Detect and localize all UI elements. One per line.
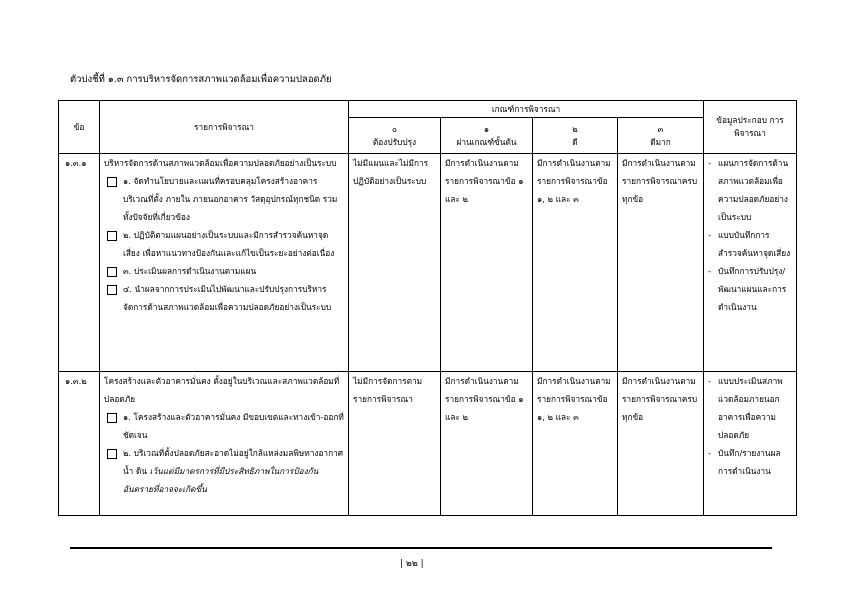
criteria-level-3: มีการดำเนินงานตามรายการพิจารณาครบทุกข้อ bbox=[618, 154, 704, 372]
level-label: ดี bbox=[572, 136, 578, 147]
criteria-level-2: มีการดำเนินงานตามรายการพิจารณาข้อ ๑, ๒ และ ๓ bbox=[533, 154, 618, 372]
checklist-item-text: ๑. จัดทำนโยบายและแผนที่ครอบคลุมโครงสร้างอาคาร บริเวณที่ตั้ง ภายใน ภายนอกอาคาร วัสดุอุปกรณ์ทุกชนิด รวมทั้งปัจจัยที่เกี่ยวข้อง bbox=[123, 176, 338, 222]
checkbox[interactable] bbox=[107, 413, 117, 423]
evidence-text: บันทึกการปรับปรุง/พัฒนาแผนและการดำเนินงาน bbox=[718, 266, 787, 312]
evidence-cell bbox=[704, 154, 797, 372]
checklist-item bbox=[104, 172, 344, 226]
evidence-text: แบบบันทึกการสำรวจค้นหาจุดเสี่ยง bbox=[718, 230, 791, 258]
evidence-item: - แบบประเมินสภาพแวดล้อมภายนอกอาคารเพื่อความปลอดภัย bbox=[708, 372, 792, 444]
checklist-item-text: ๓. ประเมินผลการดำเนินงานตามแผน bbox=[123, 266, 257, 276]
row-number: ๑.๓.๑ bbox=[59, 154, 100, 372]
checklist-item-text: ๔. นำผลจากการประเมินไปพัฒนาและปรับปรุงการบริหารจัดการด้านสภาพแวดล้อมเพื่อความปลอดภัยอย่างเป็นระบบ bbox=[123, 284, 332, 312]
criteria-level-1: มีการดำเนินงานตามรายการพิจารณาข้อ ๑ และ ๒ bbox=[441, 154, 533, 372]
row-heading: โครงสร้างและตัวอาคารมั่นคง ตั้งอยู่ในบริเวณและสภาพแวดล้อมที่ปลอดภัย bbox=[104, 376, 340, 404]
checkbox[interactable] bbox=[107, 267, 117, 277]
row-items-cell bbox=[100, 372, 349, 516]
checkbox[interactable] bbox=[107, 285, 117, 295]
checklist-item-text: ๒. ปฏิบัติตามแผนอย่างเป็นระบบและมีการสำรวจค้นหาจุดเสี่ยง เพื่อหาแนวทางป้องกันและแก้ไขเป็นระยะอย่างต่อเนื่อง bbox=[123, 230, 335, 258]
evidence-item: - บันทึก/รายงานผลการดำเนินงาน bbox=[708, 444, 792, 480]
evidence-text: แผนการจัดการด้านสภาพแวดล้อมเพื่อความปลอดภัยอย่างเป็นระบบ bbox=[718, 158, 789, 222]
checklist-item bbox=[104, 280, 344, 316]
table-row bbox=[59, 154, 797, 372]
row-heading: บริหารจัดการด้านสภาพแวดล้อมเพื่อความปลอดภัยอย่างเป็นระบบ bbox=[104, 158, 337, 168]
checklist-item-text: ๒. บริเวณที่ตั้งปลอดภัยสะอาดไม่อยู่ใกล้แหล่งมลพิษทางอากาศ น้ำ ดิน bbox=[123, 448, 344, 476]
criteria-level-0: ไม่มีแผนและไม่มีการปฏิบัติอย่างเป็นระบบ bbox=[349, 154, 441, 372]
evidence-text: แบบประเมินสภาพแวดล้อมภายนอกอาคารเพื่อความปลอดภัย bbox=[718, 376, 783, 440]
checkbox[interactable] bbox=[107, 177, 117, 187]
level-0-header bbox=[349, 118, 441, 154]
header-evidence: ข้อมูลประกอบ การพิจารณา bbox=[704, 101, 797, 154]
level-score: ๓ bbox=[657, 123, 664, 134]
evidence-cell bbox=[704, 372, 797, 516]
header-items: รายการพิจารณา bbox=[100, 101, 349, 154]
checklist-item bbox=[104, 408, 344, 444]
checklist-item-italic-text: เว้นแต่มีมาตรการที่มีประสิทธิภาพในการป้องกันอันตรายที่อาจจะเกิดขึ้น bbox=[123, 466, 319, 494]
header-criteria: เกณฑ์การพิจารณา bbox=[349, 101, 704, 118]
level-label: ดีมาก bbox=[650, 136, 671, 147]
level-1-header bbox=[441, 118, 533, 154]
evidence-text: บันทึก/รายงานผลการดำเนินงาน bbox=[718, 448, 781, 476]
level-score: ๑ bbox=[483, 123, 490, 134]
criteria-level-2: มีการดำเนินงานตามรายการพิจารณาข้อ ๑, ๒ และ ๓ bbox=[533, 372, 618, 516]
evidence-item: - บันทึกการปรับปรุง/พัฒนาแผนและการดำเนินงาน bbox=[708, 262, 792, 316]
criteria-level-1: มีการดำเนินงานตามรายการพิจารณาข้อ ๑ และ ๒ bbox=[441, 372, 533, 516]
evidence-item: - แบบบันทึกการสำรวจค้นหาจุดเสี่ยง bbox=[708, 226, 792, 262]
level-score: ๐ bbox=[391, 123, 398, 134]
criteria-level-0: ไม่มีการจัดการตามรายการพิจารณา bbox=[349, 372, 441, 516]
footer-rule bbox=[70, 547, 772, 549]
criteria-level-3: มีการดำเนินงานตามรายการพิจารณาครบทุกข้อ bbox=[618, 372, 704, 516]
checkbox[interactable] bbox=[107, 231, 117, 241]
evidence-item: - แผนการจัดการด้านสภาพแวดล้อมเพื่อความปลอดภัยอย่างเป็นระบบ bbox=[708, 154, 792, 226]
checklist-item-text: ๑. โครงสร้างและตัวอาคารมั่นคง มีขอบเขตและทางเข้า-ออกที่ชัดเจน bbox=[123, 412, 344, 440]
checklist-item bbox=[104, 262, 344, 280]
page-number: | ๒๒ | bbox=[400, 559, 424, 569]
level-3-header bbox=[618, 118, 704, 154]
row-number: ๑.๓.๒ bbox=[59, 372, 100, 516]
assessment-table bbox=[58, 100, 797, 516]
level-label: ต้องปรับปรุง bbox=[372, 136, 417, 147]
level-2-header bbox=[533, 118, 618, 154]
table-row bbox=[59, 372, 797, 516]
page-title: ตัวบ่งชี้ที่ ๑.๓ การบริหารจัดการสภาพแวดล้อมเพื่อความปลอดภัย bbox=[70, 74, 332, 85]
level-score: ๒ bbox=[572, 123, 578, 134]
row-items-cell bbox=[100, 154, 349, 372]
checklist-item bbox=[104, 444, 344, 498]
header-no: ข้อ bbox=[59, 101, 100, 154]
checkbox[interactable] bbox=[107, 449, 117, 459]
checklist-item bbox=[104, 226, 344, 262]
level-label: ผ่านเกณฑ์ขั้นต้น bbox=[456, 136, 517, 147]
